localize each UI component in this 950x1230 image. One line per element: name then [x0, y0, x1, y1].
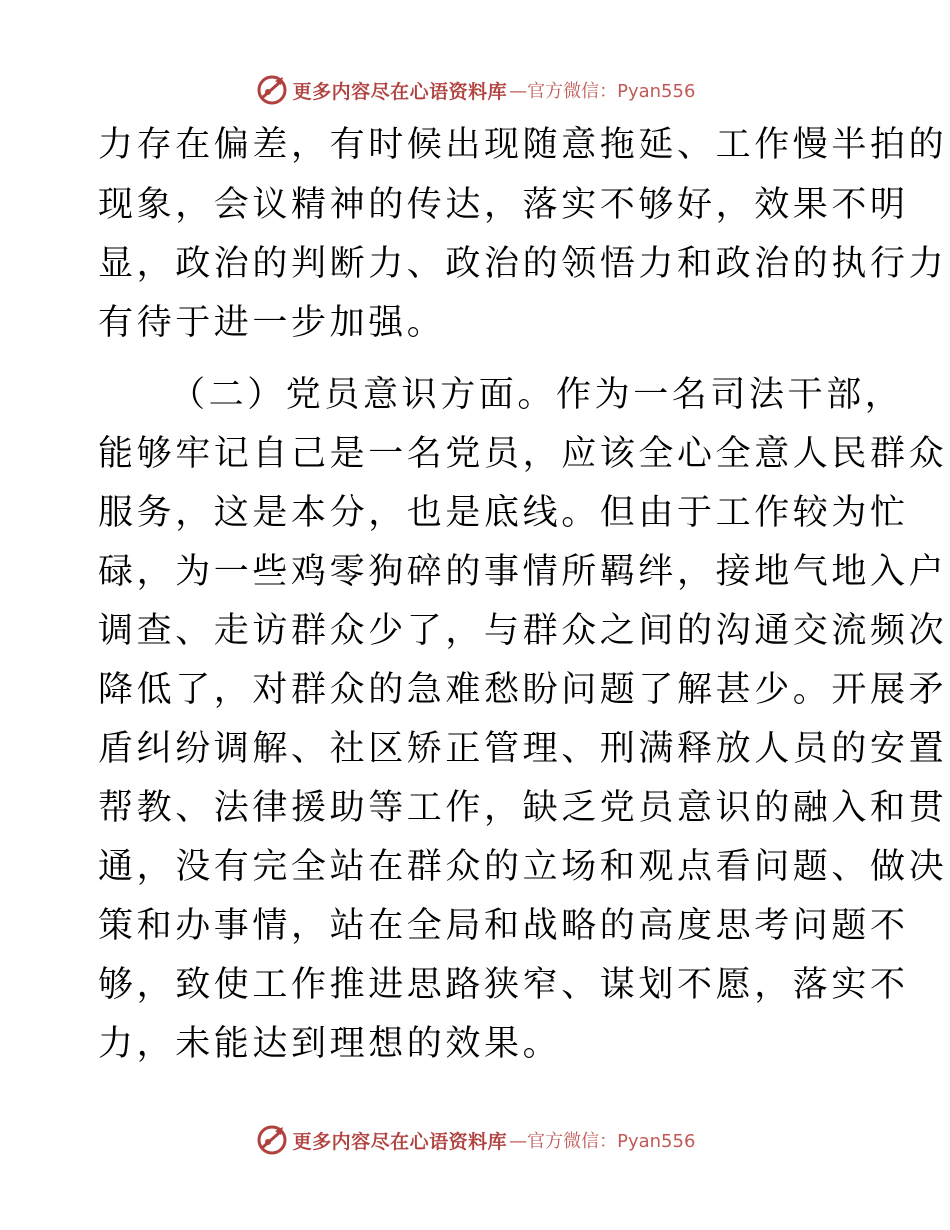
body-line: 显，政治的判断力、政治的领悟力和政治的执行力	[98, 244, 948, 284]
body-line: 能够牢记自己是一名党员，应该全心全意人民群众	[98, 434, 948, 474]
footer-watermark	[0, 1120, 950, 1160]
body-line: 有待于进一步加强。	[98, 303, 446, 343]
body-line: 降低了，对群众的急难愁盼问题了解甚少。开展矛	[98, 670, 948, 710]
body-line: 帮教、法律援助等工作，缺乏党员意识的融入和贯	[98, 788, 948, 828]
logo-icon	[255, 1123, 289, 1157]
body-line: 盾纠纷调解、社区矫正管理、刑满释放人员的安置	[98, 729, 948, 769]
section-heading-line: （二）党员意识方面。作为一名司法干部，	[170, 375, 904, 415]
body-line: 服务，这是本分，也是底线。但由于工作较为忙	[98, 493, 909, 533]
header-wechat-text: —官方微信：Pyan556	[509, 81, 696, 102]
header-brand-text: 更多内容尽在心语资料库	[292, 80, 508, 103]
header-watermark	[0, 70, 950, 110]
logo-icon	[255, 73, 289, 107]
body-line: 力存在偏差，有时候出现随意拖延、工作慢半拍的	[98, 125, 948, 165]
body-line: 够，致使工作推进思路狭窄、谋划不愿，落实不	[98, 965, 909, 1005]
body-line: 力，未能达到理想的效果。	[98, 1024, 562, 1064]
footer-wechat-text: —官方微信：Pyan556	[509, 1131, 696, 1152]
body-line: 现象，会议精神的传达，落实不够好，效果不明	[98, 185, 909, 225]
body-line: 调查、走访群众少了，与群众之间的沟通交流频次	[98, 611, 948, 651]
body-line: 通，没有完全站在群众的立场和观点看问题、做决	[98, 847, 948, 887]
body-line: 碌，为一些鸡零狗碎的事情所羁绊，接地气地入户	[98, 552, 948, 592]
body-line: 策和办事情，站在全局和战略的高度思考问题不	[98, 906, 909, 946]
footer-brand-text: 更多内容尽在心语资料库	[292, 1130, 508, 1153]
